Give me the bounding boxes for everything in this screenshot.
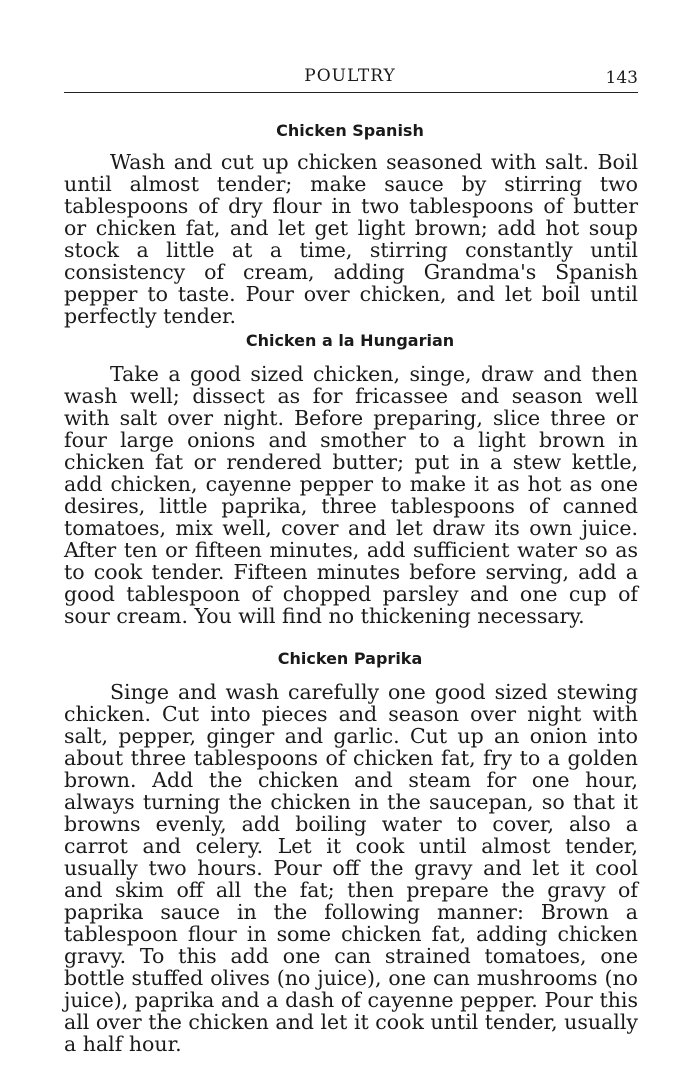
header-rule [64,92,638,93]
recipe-title-chicken-hungarian: Chicken a la Hungarian [245,331,455,350]
page-number: 143 [605,68,638,88]
recipe-title-chicken-paprika: Chicken Paprika [277,649,423,668]
running-header-title: POULTRY [304,66,396,86]
recipe-text-chicken-paprika: Singe and wash carefully one good sized stewing chicken. Cut into pieces and season over night with salt, pepper, ginger and garlic. Cut up an onion into about three tablespoons of chicken fat, fry to a golden brown. Add the chicken and steam for one hour, always turning the chicken in the saucepan, so that it browns evenly, add boiling water to cover, also a carrot and celery. Let it cook until almost tender, usually two hours. Pour off the gravy and let it cool and skim off all the fat; then prepare the gravy of paprika sauce in the following manner: Brown a tablespoon flour in some chicken fat, adding chicken gravy. To this add one can strained tomatoes, one bottle stuffed olives (no juice), one can mushrooms (no juice), paprika and a dash of cayenne pepper. Pour this all over the chicken and let it cook until tender, usually a half hour. [64,680,638,1056]
recipe-text-chicken-hungarian: Take a good sized chicken, singe, draw and then wash well; dissect as for fricassee and season well with salt over night. Before preparing, slice three or four large onions and smother to a light brown in chicken fat or rendered butter; put in a stew kettle, add chicken, cayenne pepper to make it as hot as one desires, little paprika, three tablespoons of canned tomatoes, mix well, cover and let draw its own juice. After ten or fifteen minutes, add sufficient water so as to cook tender. Fifteen minutes before serving, add a good tablespoon of chopped parsley and one cup of sour cream. You will find no thickening necessary. [64,362,638,628]
recipe-text-chicken-spanish: Wash and cut up chicken seasoned with salt. Boil until almost tender; make sauce by stirring two tablespoons of dry flour in two tablespoons of butter or chicken fat, and let get light brown; add hot soup stock a little at a time, stirring constantly until consistency of cream, adding Grandma's Spanish pepper to taste. Pour over chicken, and let boil until perfectly tender. [64,150,638,328]
recipe-title-chicken-spanish: Chicken Spanish [276,121,424,140]
